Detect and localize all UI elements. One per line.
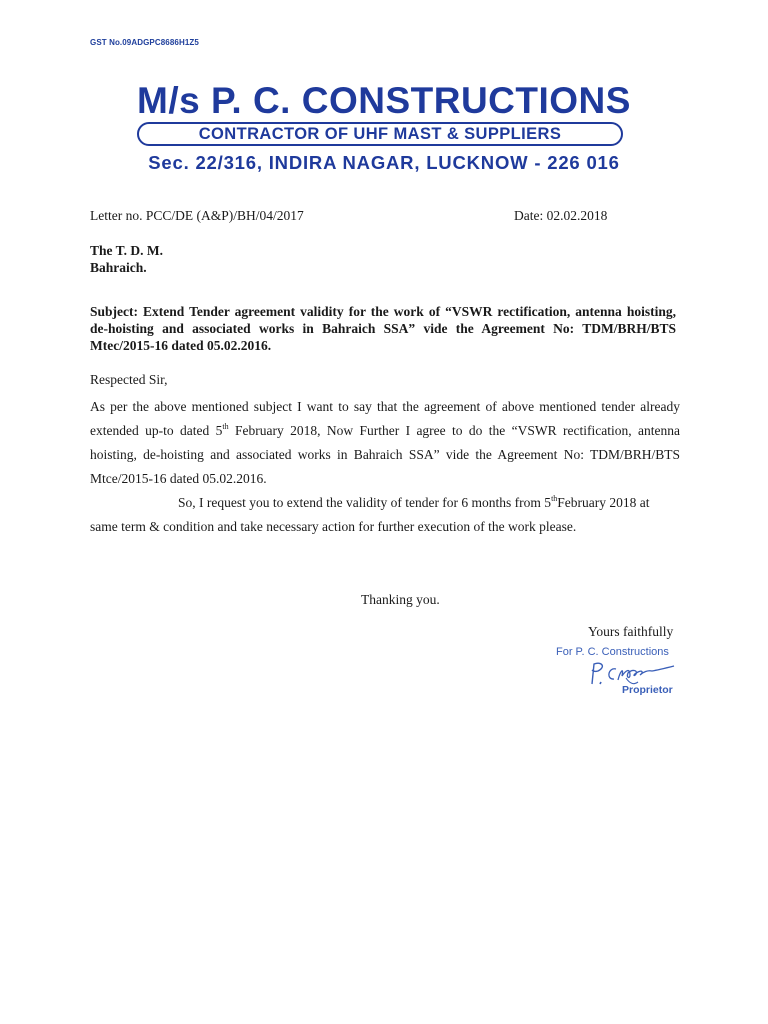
subject-line: de-hoisting and associated works in Bahraich SSA” vide the Agreement No: TDM/BRH/BTS bbox=[90, 321, 676, 336]
ordinal-suffix: th bbox=[551, 493, 558, 503]
tagline-banner bbox=[137, 122, 623, 146]
salutation: Respected Sir, bbox=[90, 372, 168, 387]
addressee-place: Bahraich. bbox=[90, 260, 147, 275]
tagline-text: CONTRACTOR OF UHF MAST & SUPPLIERS bbox=[198, 124, 562, 143]
body-line: Mtce/2015-16 dated 05.02.2016. bbox=[90, 471, 267, 486]
letter-body bbox=[90, 395, 680, 539]
body-line: As per the above mentioned subject I want to say that the agreement of above mentioned tender already bbox=[90, 399, 680, 414]
body-text: extended up-to dated 5 bbox=[90, 423, 223, 438]
body-line bbox=[90, 419, 680, 443]
ordinal-suffix: th bbox=[222, 421, 229, 431]
body-text: February 2018 at bbox=[557, 495, 650, 510]
addressee-title: The T. D. M. bbox=[90, 243, 164, 258]
letter-date: Date: 02.02.2018 bbox=[514, 208, 608, 223]
subject-line: Mtec/2015-16 dated 05.02.2016. bbox=[90, 338, 272, 353]
firm-name: M/s P. C. CONSTRUCTIONS bbox=[137, 80, 631, 121]
body-text: February 2018, Now Further I agree to do the “VSWR rectification, antenna bbox=[228, 423, 680, 438]
addressee bbox=[90, 242, 163, 276]
signature-designation: Proprietor bbox=[622, 684, 673, 696]
gst-number: GST No.09ADGPC8686H1Z5 bbox=[90, 38, 199, 47]
subject-line: Subject: Extend Tender agreement validity for the work of “VSWR rectification, antenna hoisting, bbox=[90, 304, 676, 319]
letter-number: Letter no. PCC/DE (A&P)/BH/04/2017 bbox=[90, 208, 304, 223]
body-line bbox=[90, 491, 680, 515]
body-line: same term & condition and take necessary action for further execution of the work please. bbox=[90, 519, 577, 534]
subject-block bbox=[90, 303, 676, 354]
body-text: So, I request you to extend the validity of tender for 6 months from 5 bbox=[178, 495, 552, 510]
firm-address: Sec. 22/316, INDIRA NAGAR, LUCKNOW - 226 016 bbox=[148, 152, 620, 173]
closing-line: Yours faithfully bbox=[588, 624, 674, 639]
body-line: hoisting, de-hoisting and associated works in Bahraich SSA” vide the Agreement No: TDM/BRH/BTS bbox=[90, 447, 680, 462]
thanks-line: Thanking you. bbox=[361, 592, 440, 607]
signature-for-line: For P. C. Constructions bbox=[556, 646, 669, 658]
